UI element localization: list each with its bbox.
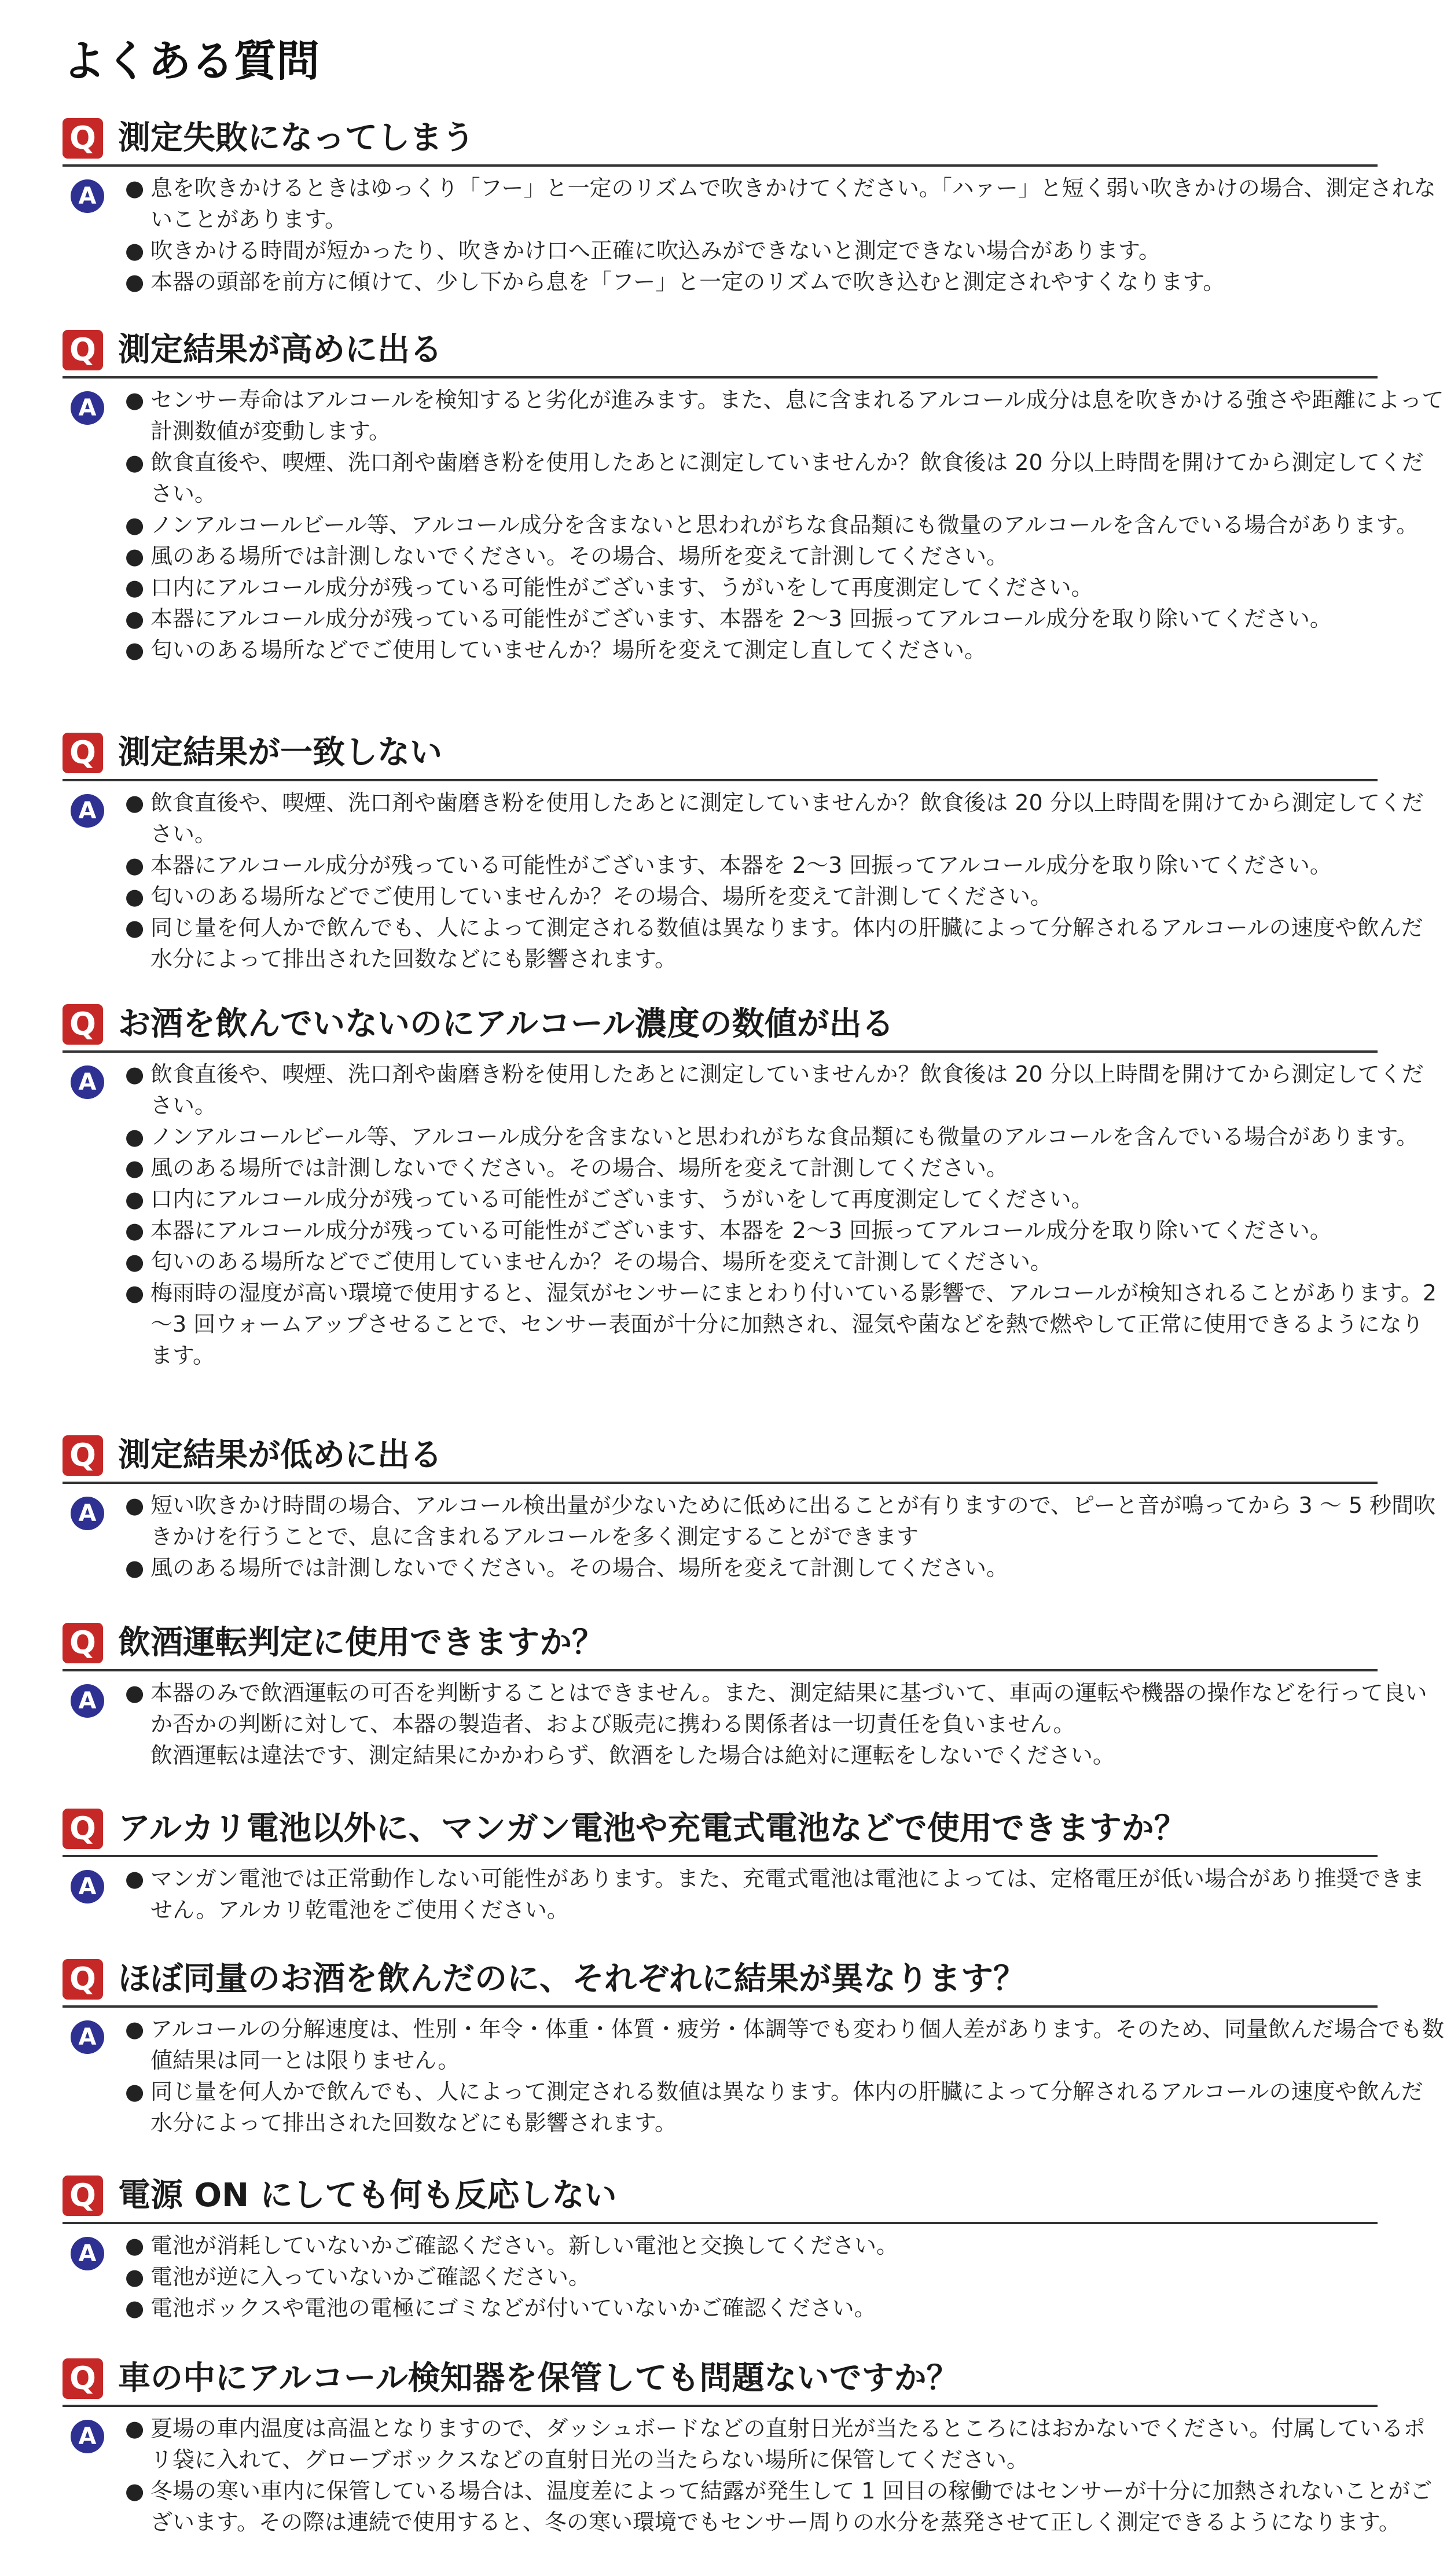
faq-item-different-results	[63, 1957, 1445, 2136]
faq-item-high-results	[63, 328, 1444, 663]
faq-item-car-storage	[63, 2356, 1433, 2535]
answer-badge: A	[71, 2420, 104, 2453]
question-text: ほぼ同量のお酒を飲んだのに、それぞれに結果が異なります？	[118, 1960, 1026, 1998]
question-badge: Q	[63, 733, 103, 773]
answer-note: 飲酒運転は違法です、測定結果にかかわらず、飲酒をした場合は絶対に運転をしないでください。	[150, 1743, 1115, 1768]
question-text: お酒を飲んでいないのにアルコール濃度の数値が出る	[118, 1005, 894, 1043]
question-text: 電源 ON にしても何も反応しない	[118, 2177, 617, 2214]
answer-item: ● 夏場の車内温度は高温となりますので、ダッシュボードなどの直射日光が当たるところにはおかないでください。付属しているポリ袋に入れて、グローブボックスなどの直射日光の当たらない場所に保管してください。	[125, 2413, 1445, 2475]
divider	[63, 2005, 1378, 2008]
answer-item: ● 電池が消耗していないかご確認ください。新しい電池と交換してください。	[125, 2230, 1445, 2261]
answer-item: ● 同じ量を何人かで飲んでも、人によって測定される数値は異なります。体内の肝臓によって分解されるアルコールの速度や飲んだ水分によって排出された回数などにも影響されます。	[125, 912, 1445, 975]
answer-item: ● 風のある場所では計測しないでください。その場合、場所を変えて計測してください。	[125, 541, 1445, 572]
question-badge: Q	[63, 118, 103, 159]
question-badge: Q	[63, 1004, 103, 1045]
answer-item: ● 冬場の寒い車内に保管している場合は、温度差によって結露が発生して 1 回目の稼働ではセンサーが十分に加熱されないことがございます。その際は連続で使用すると、冬の寒い環境でもセンサー周りの水分を蒸発させて正しく測定できるようになります。	[125, 2475, 1445, 2538]
answer-item: ● 電池が逆に入っていないかご確認ください。	[125, 2261, 1445, 2292]
answer-item: ● 吹きかける時間が短かったり、吹きかけ口へ正確に吹込みができないと測定できない場合があります。	[125, 235, 1445, 266]
divider	[63, 779, 1378, 781]
faq-item-measurement-failure	[63, 116, 1436, 295]
faq-item-reading-without-drinking	[63, 1002, 1437, 1368]
divider	[63, 1855, 1378, 1857]
answer-badge: A	[71, 391, 104, 425]
answer-item: ● 口内にアルコール成分が残っている可能性がございます、うがいをして再度測定してください。	[125, 1184, 1445, 1215]
answer-item: ● センサー寿命はアルコールを検知すると劣化が進みます。また、息に含まれるアルコール成分は息を吹きかける強さや距離によって計測数値が変動します。	[125, 384, 1445, 447]
divider	[63, 1482, 1378, 1484]
question-header	[63, 1620, 1378, 1666]
question-header	[63, 2173, 1378, 2218]
answer-item: ● ノンアルコールビール等、アルコール成分を含まないと思われがちな食品類にも微量のアルコールを含んでいる場合があります。	[125, 509, 1445, 541]
question-header	[63, 1433, 1378, 1478]
divider	[63, 1050, 1378, 1053]
answer-item: ● 飲食直後や、喫煙、洗口剤や歯磨き粉を使用したあとに測定していませんか？飲食後は 20 分以上時間を開けてから測定してください。	[125, 1059, 1445, 1121]
divider	[63, 2405, 1378, 2407]
divider	[63, 2222, 1378, 2224]
answer-item: ● 梅雨時の湿度が高い環境で使用すると、湿気がセンサーにまとわり付いている影響で、アルコールが検知されることがあります。2～3 回ウォームアップさせることで、センサー表面が十分に加熱され、湿気や菌などを熱で燃やして正常に使用できるようになります。	[125, 1277, 1445, 1371]
page-title: よくある質問	[63, 36, 319, 86]
answer-badge: A	[71, 179, 104, 213]
question-badge: Q	[63, 1809, 103, 1849]
divider	[63, 1669, 1378, 1671]
question-text: アルカリ電池以外に、マンガン電池や充電式電池などで使用できますか？	[118, 1810, 1187, 1847]
answer-item: ● ノンアルコールビール等、アルコール成分を含まないと思われがちな食品類にも微量のアルコールを含んでいる場合があります。	[125, 1121, 1445, 1152]
answer-item: ● アルコールの分解速度は、性別・年令・体重・体質・疲労・体調等でも変わり個人差があります。そのため、同量飲んだ場合でも数値結果は同一とは限りません。	[125, 2013, 1445, 2076]
question-header	[63, 1957, 1378, 2002]
question-badge: Q	[63, 2358, 103, 2399]
question-header	[63, 116, 1378, 161]
answer-badge: A	[71, 1684, 104, 1718]
question-header	[63, 328, 1378, 373]
answer-item: ● 風のある場所では計測しないでください。その場合、場所を変えて計測してください。	[125, 1152, 1445, 1184]
answer-item: ● 同じ量を何人かで飲んでも、人によって測定される数値は異なります。体内の肝臓によって分解されるアルコールの速度や飲んだ水分によって排出された回数などにも影響されます。	[125, 2076, 1445, 2138]
question-header	[63, 730, 1378, 776]
faq-item-drunk-driving	[63, 1620, 1427, 1768]
question-text: 測定結果が低めに出る	[118, 1436, 442, 1474]
answer-badge: A	[71, 2020, 104, 2054]
question-header	[63, 1002, 1378, 1047]
faq-item-power-no-response	[63, 2173, 1378, 2321]
divider	[63, 376, 1378, 379]
answer-badge: A	[71, 1870, 104, 1903]
answer-item: ● 口内にアルコール成分が残っている可能性がございます、うがいをして再度測定してください。	[125, 572, 1445, 603]
answer-item: ● 短い吹きかけ時間の場合、アルコール検出量が少ないために低めに出ることが有りますので、ピーと音が鳴ってから 3 ～ 5 秒間吹きかけを行うことで、息に含まれるアルコールを多く測定することができます	[125, 1490, 1445, 1552]
faq-item-battery-types	[63, 1806, 1424, 1923]
answer-item: ● 匂いのある場所などでご使用していませんか？その場合、場所を変えて計測してください。	[125, 1246, 1445, 1277]
answer-item: ● 風のある場所では計測しないでください。その場合、場所を変えて計測してください。	[125, 1552, 1445, 1583]
question-badge: Q	[63, 1959, 103, 2000]
question-text: 飲酒運転判定に使用できますか？	[118, 1624, 604, 1662]
answer-item: ● 飲食直後や、喫煙、洗口剤や歯磨き粉を使用したあとに測定していませんか？飲食後は 20 分以上時間を開けてから測定してください。	[125, 447, 1445, 509]
question-badge: Q	[63, 330, 103, 370]
answer-item: ● 本器にアルコール成分が残っている可能性がございます、本器を 2～3 回振ってアルコール成分を取り除いてください。	[125, 850, 1445, 881]
question-header	[63, 2356, 1378, 2401]
answer-item: ● 本器にアルコール成分が残っている可能性がございます、本器を 2～3 回振ってアルコール成分を取り除いてください。	[125, 603, 1445, 634]
question-badge: Q	[63, 1435, 103, 1476]
question-text: 測定結果が高めに出る	[118, 331, 442, 369]
faq-item-low-results	[63, 1433, 1436, 1581]
answer-badge: A	[71, 2237, 104, 2270]
answer-item: ● 電池ボックスや電池の電極にゴミなどが付いていないかご確認ください。	[125, 2292, 1445, 2324]
answer-item: ● 本器にアルコール成分が残っている可能性がございます、本器を 2～3 回振ってアルコール成分を取り除いてください。	[125, 1215, 1445, 1246]
question-text: 車の中にアルコール検知器を保管しても問題ないですか？	[118, 2360, 959, 2397]
answer-item: ● 本器の頭部を前方に傾けて、少し下から息を「フー」と一定のリズムで吹き込むと測定されやすくなります。	[125, 266, 1445, 297]
answer-item: ● 匂いのある場所などでご使用していませんか？その場合、場所を変えて計測してください。	[125, 881, 1445, 912]
answer-item: ● 本器のみで飲酒運転の可否を判断することはできません。また、測定結果に基づいて、車両の運転や機器の操作などを行って良いか否かの判断に対して、本器の製造者、および販売に携わる関係者は一切責任を負いません。	[125, 1677, 1445, 1740]
question-header	[63, 1806, 1378, 1851]
question-text: 測定結果が一致しない	[118, 734, 442, 771]
divider	[63, 164, 1378, 167]
question-text: 測定失敗になってしまう	[118, 119, 475, 157]
answer-item: ● 息を吹きかけるときはゆっくり「フー」と一定のリズムで吹きかけてください。「ハァー」と短く弱い吹きかけの場合、測定されないことがあります。	[125, 172, 1445, 235]
answer-badge: A	[71, 1065, 104, 1099]
answer-badge: A	[71, 1497, 104, 1530]
faq-item-inconsistent-results	[63, 730, 1424, 972]
question-badge: Q	[63, 2176, 103, 2216]
answer-badge: A	[71, 794, 104, 828]
answer-item: ● 匂いのある場所などでご使用していませんか？場所を変えて測定し直してください。	[125, 634, 1445, 666]
question-badge: Q	[63, 1623, 103, 1663]
answer-item: ● 飲食直後や、喫煙、洗口剤や歯磨き粉を使用したあとに測定していませんか？飲食後は 20 分以上時間を開けてから測定してください。	[125, 787, 1445, 850]
answer-item: ● マンガン電池では正常動作しない可能性があります。また、充電式電池は電池によっては、定格電圧が低い場合があり推奨できません。アルカリ乾電池をご使用ください。	[125, 1863, 1445, 1925]
